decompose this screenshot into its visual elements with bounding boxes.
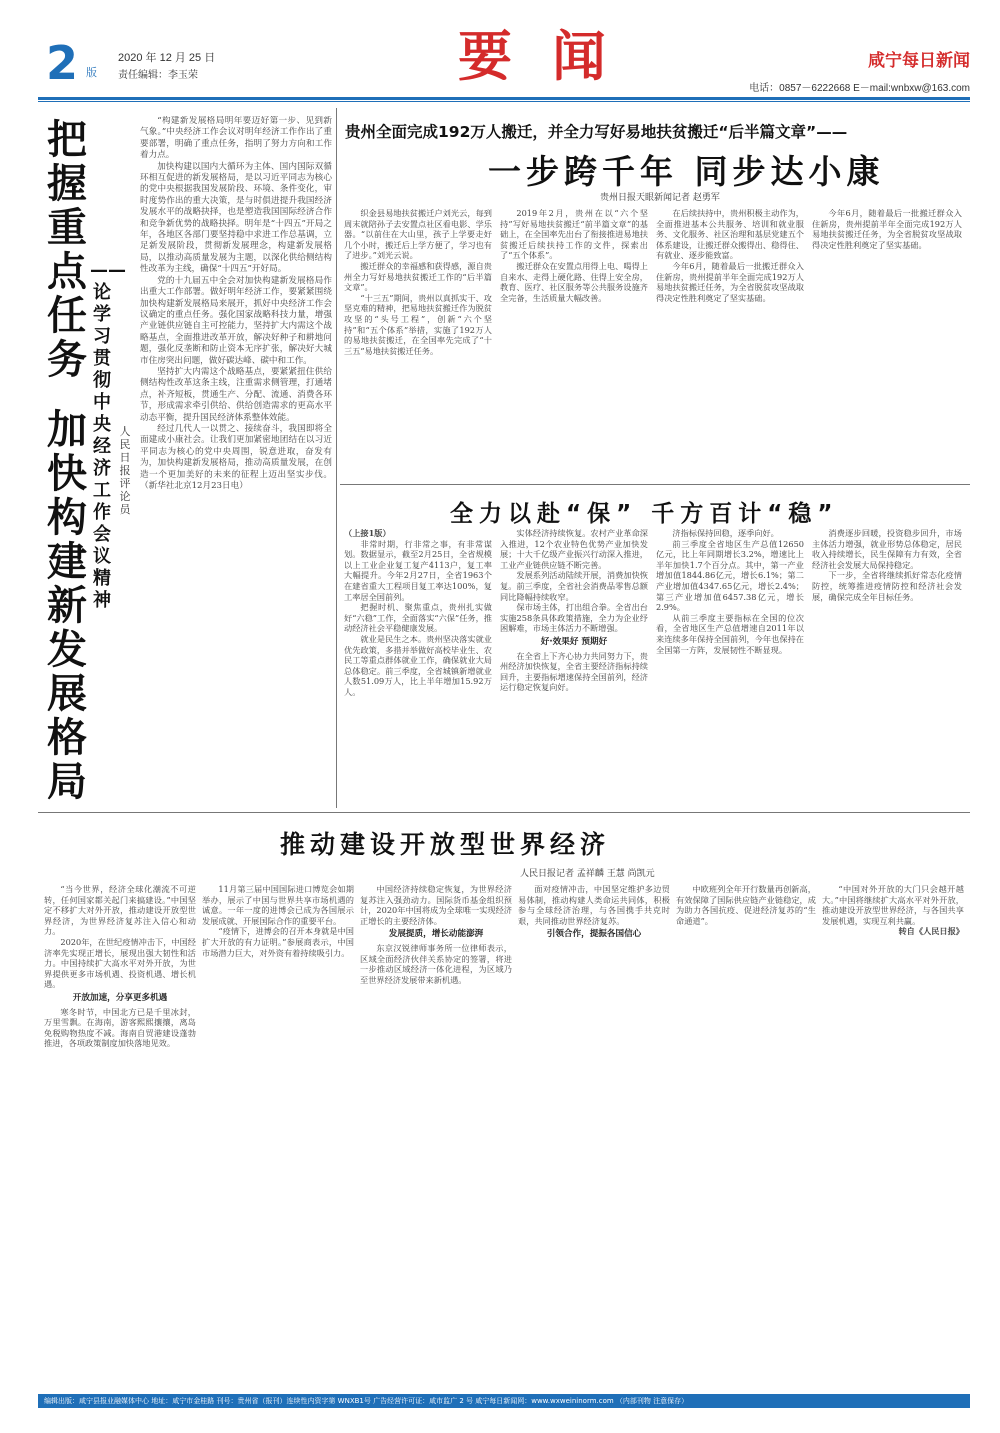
paragraph: 面对疫情冲击，中国坚定维护多边贸易体制，推动构建人类命运共同体，积极参与全球经济治理，与各国携手共克时艰，共同推动世界经济复苏。 <box>518 884 670 926</box>
left-subhead: ——论学习贯彻中央经济工作会议精神 <box>90 260 126 611</box>
paragraph: 经过几代人一以贯之、接续奋斗，我国即将全面建成小康社会。让我们更加紧密地团结在以习近平同志为核心的党中央周围，锐意进取，奋发有为，加快构建新发展格局，推动高质量发展，在创造一个更加美好的未来的征程上迈出坚实步伐。（新华社北京12月23日电） <box>140 423 332 491</box>
left-headline-line-1: 把握重点任务 <box>47 117 87 383</box>
paragraph: 党的十九届五中全会对加快构建新发展格局作出重大工作部署。做好明年经济工作，要紧紧围绕加快构建新发展格局来展开，抓好中央经济工作会议确定的重点任务。强化国家战略科技力量，增强产业链供应链自主可控能力，坚持扩大内需这个战略基点，全面推进改革开放，解决好种子和耕地问题，强化反垄断和防止资本无序扩张，解决好大城市住房突出问题，做好碳达峰、碳中和工作。 <box>140 275 332 366</box>
paragraph: 济指标保持回稳，逐季向好。 <box>672 528 779 538</box>
left-article-body <box>140 116 332 791</box>
paragraph: 从前三季度主要指标在全国的位次看，全省地区生产总值增速自2011年以来连续多年保持全国前列，今年也保持在全国第一方阵，发展韧性不断显现。 <box>656 612 804 655</box>
article1-title: 一步跨千年 同步达小康 <box>488 152 885 191</box>
article2-title: 全力以赴“保” 千方百计“稳” <box>450 501 839 527</box>
masthead-rule-thin <box>38 101 970 102</box>
paragraph: 下一步，全省将继续抓好常态化疫情防控，统筹推进疫情防控和经济社会发展，确保完成全年目标任务。 <box>812 570 962 602</box>
article3-byline: 人民日报记者 孟祥麟 王慧 尚凯元 <box>520 869 655 879</box>
paragraph: 2020年，在世纪疫情冲击下，中国经济率先实现正增长，展现出强大韧性和活力。中国持续扩大高水平对外开放，为世界提供更多市场机遇、投资机遇、增长机遇。 <box>44 936 196 990</box>
paragraph: 加快构建以国内大循环为主体、国内国际双循环相互促进的新发展格局，是以习近平同志为核心的党中央根据我国发展阶段、环境、条件变化，审时度势作出的重大决策，是与时俱进提升我国经济发展水平的战略抉择，也是塑造我国国际经济合作和竞争新优势的战略抉择。明年是“十四五”开局之年，各地区各部门要坚持稳中求进工作总基调，立足新发展阶段，贯彻新发展理念，构建新发展格局，以推动高质量发展为主题，以深化供给侧结构性改革为主线，确保“十四五”开好局。 <box>140 161 332 275</box>
paragraph: 中欧班列全年开行数量再创新高，有效保障了国际供应链产业链稳定，成为助力各国抗疫、促进经济复苏的“生命通道”。 <box>676 884 816 926</box>
contact-info: 电话：0857－6222668 E－mail:wnbxw@163.com <box>749 83 970 94</box>
masthead-rule <box>38 97 970 100</box>
article1-kicker: 贵州全面完成192万人搬迁，并全力写好易地扶贫搬迁“后半篇文章”—— <box>345 123 848 141</box>
paragraph: “中国对外开放的大门只会越开越大。”中国将继续扩大高水平对外开放，推动建设开放型世界经济，与各国共享发展机遇，实现互利共赢。 <box>822 884 964 926</box>
paragraph: 前三季度全省地区生产总值12650亿元，比上年同期增长3.2%，增速比上半年加快1.7个百分点。其中，第一产业增加值1844.86亿元，增长6.1%；第二产业增加值4347.65亿元，增长2.4%；第三产业增加值6457.38亿元，增长2.9%。 <box>656 538 804 613</box>
section-title: 要闻 <box>458 24 646 88</box>
article2-col-1 <box>344 528 492 803</box>
article3-end-tag: 转自《人民日报》 <box>898 926 964 937</box>
left-byline: 人民日报评论员 <box>119 425 131 516</box>
footer-text: 编辑出版：咸宁县报业融媒体中心 地址：咸宁市金桂路 刊号：贵州省（报刊）连续性内资字第 WNXB1号 广告经营许可证：咸市监广 2 号 咸宁每日新闻网：www.wxweininorm.com （内部刊物 注意保存） <box>44 1397 689 1405</box>
paragraph: 东京汉锐律师事务所一位律师表示，区域全面经济伙伴关系协定的签署，将进一步推动区域经济一体化进程，为区域乃至世界经济发展带来新机遇。 <box>360 942 512 985</box>
article3-col-4 <box>518 884 670 1384</box>
paragraph: 消费逐步回暖，投资稳步回升，市场主体活力增强，就业形势总体稳定，居民收入持续增长，民生保障有力有效，全省经济社会发展大局保持稳定。 <box>812 528 962 570</box>
paragraph: 织金县易地扶贫搬迁户刘光云，每到周末就陪孙子去安置点社区看电影、学乐器。“以前住在大山里，孩子上学要走好几个小时，搬迁后上学方便了，学习也有了进步。”刘光云说。 <box>344 208 492 261</box>
article3-col-1 <box>44 884 196 1384</box>
paper-name: 咸宁每日新闻 <box>868 51 970 71</box>
article1-col-1 <box>344 208 492 478</box>
paragraph: 非常时期，行非常之事，有非常谋划。数据显示，截至2月25日，全省规模以上工业企业复工复产4113户，复工率大幅提升。今年2月27日，全省1963个在建省重大工程项目复工率达100%，复工率居全国前列。 <box>344 538 492 602</box>
section-divider <box>340 484 970 485</box>
column-rule <box>336 108 337 808</box>
article2-col-3 <box>656 528 804 803</box>
paragraph: 把握时机、聚焦重点，贵州扎实做好“六稳”工作，全面落实“六保”任务，推动经济社会平稳健康发展。 <box>344 602 492 634</box>
paragraph: 发展系列活动陆续开展，消费加快恢复。前三季度，全省社会消费品零售总额同比降幅持续收窄。 <box>500 570 648 602</box>
article1-byline: 贵州日报天眼新闻记者 赵勇军 <box>600 193 720 203</box>
paragraph: 今年6月，随着最后一批搬迁群众入住新房，贵州提前半年全面完成192万人易地扶贫搬迁任务，为全省脱贫攻坚战取得决定性胜利奠定了坚实基础。 <box>656 260 804 303</box>
article3-col-5 <box>676 884 816 1384</box>
paragraph: 搬迁群众在安置点用得上电、喝得上自来水、走得上硬化路、住得上安全房，教育、医疗、社区服务等公共服务设施齐全完备，生活质量大幅改善。 <box>500 260 648 303</box>
article1-col-4 <box>812 208 962 478</box>
editor-credit: 责任编辑：李玉荣 <box>118 70 198 81</box>
article2-col-4 <box>812 528 962 803</box>
article3-subhead-3: 引领合作，提振各国信心 <box>546 929 642 940</box>
paragraph: 11月第三届中国国际进口博览会如期举办，展示了中国与世界共享市场机遇的诚意。一年一度的进博会已成为各国展示发展成就、开展国际合作的重要平台。 <box>202 884 354 926</box>
article2-col-2 <box>500 528 648 803</box>
paragraph: 实体经济持续恢复。农村产业革命深入推进，12个农业特色优势产业加快发展；十大千亿级产业振兴行动深入推进，工业产业链供应链不断完善。 <box>500 528 648 570</box>
paragraph: 在后续扶持中，贵州积极主动作为，全面推进基本公共服务、培训和就业服务、文化服务、社区治理和基层党建五个体系建设，让搬迁群众搬得出、稳得住、有就业、逐步能致富。 <box>656 208 804 261</box>
paragraph: 就业是民生之本。贵州坚决落实就业优先政策，多措并举做好高校毕业生、农民工等重点群体就业工作，确保就业大局总体稳定。前三季度，全省城镇新增就业人数51.09万人，比上半年增加15.92万人。 <box>344 633 492 697</box>
left-headline-line-2: 加快构建新发展格局 <box>47 407 87 805</box>
paragraph: “疫情下，进博会的召开本身就是中国扩大开放的有力证明。”参展商表示，中国市场潜力巨大，对外资有着持续吸引力。 <box>202 926 354 958</box>
article1-col-3 <box>656 208 804 478</box>
article3-subhead-2: 发展提质，增长动能澎湃 <box>388 929 484 940</box>
paragraph: 寒冬时节，中国北方已是千里冰封，万里雪飘。在海南，游客熙熙攘攘，离岛免税购物热度不减。海南自贸港建设蓬勃推进，各项政策制度加快落地见效。 <box>44 1006 196 1049</box>
article3-col-3 <box>360 884 512 1384</box>
article2-subhead: 好·效果好 预期好 <box>540 636 608 647</box>
article3-title: 推动建设开放型世界经济 <box>280 830 611 859</box>
page-suffix: 版 <box>86 66 97 79</box>
page-number: 2 <box>46 36 79 90</box>
masthead <box>38 24 970 96</box>
issue-date: 2020 年 12 月 25 日 <box>118 52 216 64</box>
paragraph: 在全省上下齐心协力共同努力下，贵州经济加快恢复，全省主要经济指标持续回升，主要指标增速保持全国前列，经济运行稳定恢复向好。 <box>500 650 648 693</box>
paragraph: “十三五”期间，贵州以真抓实干、攻坚克难的精神，把易地扶贫搬迁作为脱贫攻坚的“头号工程”，创新“六个坚持”和“五个体系”举措，实施了192万人的易地扶贫搬迁，在全国率先完成了“十三五”易地扶贫搬迁任务。 <box>344 292 492 356</box>
paragraph: 搬迁群众的幸福感和获得感，源自贵州全力写好易地扶贫搬迁工作的“后半篇文章”。 <box>344 260 492 293</box>
paragraph: 中国经济持续稳定恢复，为世界经济复苏注入强劲动力。国际货币基金组织预计，2020年中国将成为全球唯一实现经济正增长的主要经济体。 <box>360 884 512 926</box>
section-divider <box>38 812 970 813</box>
article2-lead-tag: （上接1版） <box>344 528 391 538</box>
paragraph: 坚持扩大内需这个战略基点，要紧紧扭住供给侧结构性改革这条主线，注重需求侧管理，打通堵点，补齐短板，贯通生产、分配、流通、消费各环节，形成需求牵引供给、供给创造需求的更高水平动态平衡，提升国民经济体系整体效能。 <box>140 366 332 423</box>
article3-col-6 <box>822 884 964 1384</box>
paragraph: 2019年2月，贵州在以“六个坚持”写好易地扶贫搬迁“前半篇文章”的基础上，在全国率先出台了衔接推进易地扶贫搬迁后续扶持工作的文件，探索出了“五个体系”。 <box>500 208 648 261</box>
article1-col-2 <box>500 208 648 478</box>
article3-col-2 <box>202 884 354 1384</box>
paragraph: “当今世界，经济全球化潮流不可逆转，任何国家都关起门来搞建设。”中国坚定不移扩大对外开放，推动建设开放型世界经济，为世界经济复苏注入信心和动力。 <box>44 884 196 937</box>
paragraph: 今年6月，随着最后一批搬迁群众入住新房，贵州提前半年全面完成192万人易地扶贫搬迁任务，为全省脱贫攻坚战取得决定性胜利奠定了坚实基础。 <box>812 208 962 250</box>
paragraph: “构建新发展格局明年要迈好第一步、见到新气象。”中央经济工作会议对明年经济工作作出了重要部署，明确了重点任务，指明了努力方向和工作着力点。 <box>140 116 332 161</box>
article3-subhead-1: 开放加速，分享更多机遇 <box>72 992 168 1003</box>
paragraph: 保市场主体，打出组合拳。全省出台实施258条具体政策措施，全力为企业纾困解难，市场主体活力不断增强。 <box>500 602 648 634</box>
left-headline <box>44 118 90 804</box>
